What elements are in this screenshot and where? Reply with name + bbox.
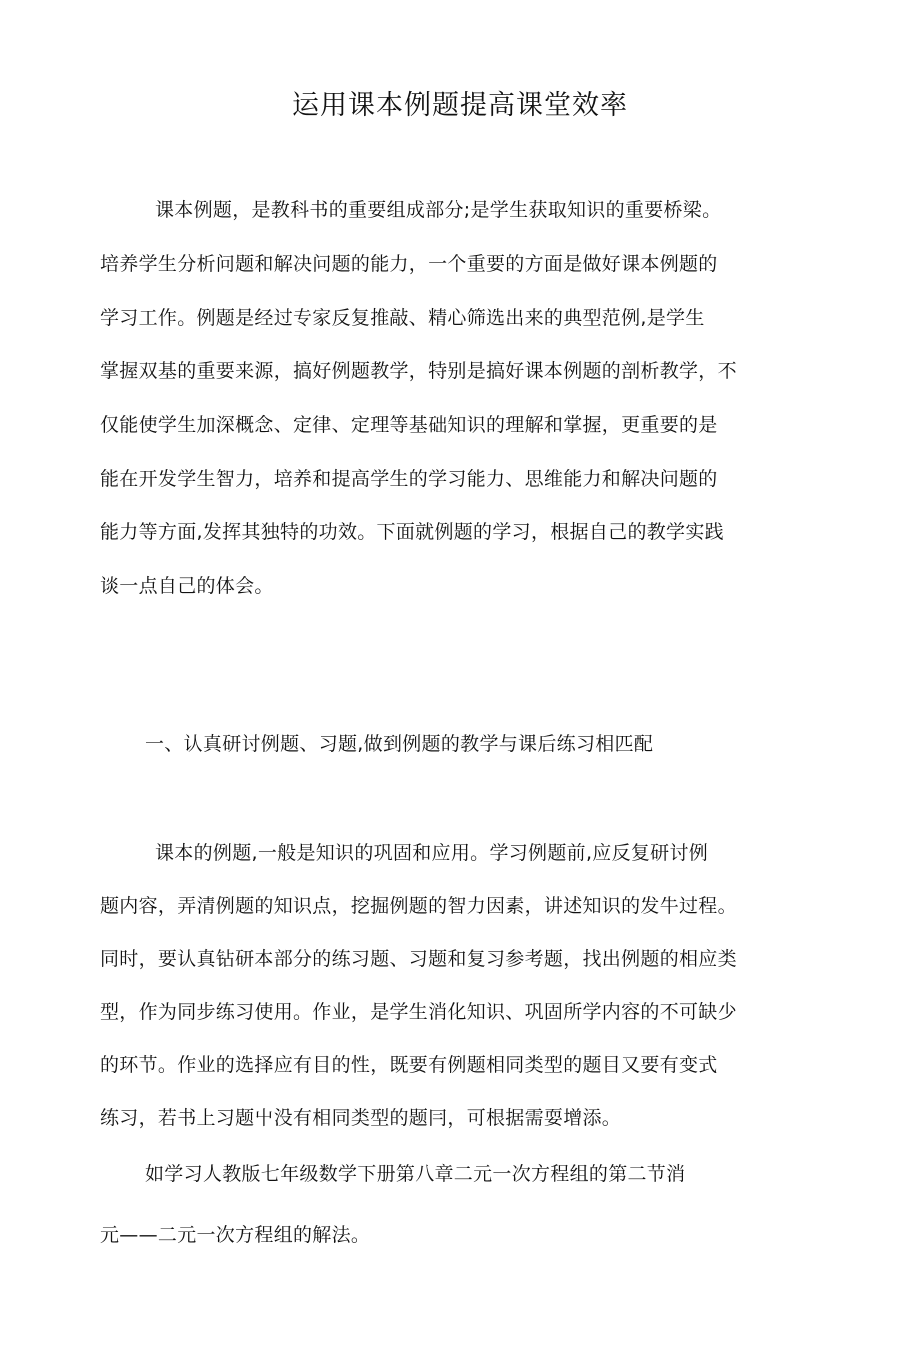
example-line: 如学习人教版七年级数学下册第八章二元一次方程组的第二节消	[145, 1163, 686, 1185]
intro-line: 课本例题，是教科书的重要组成部分;是学生获取知识的重要桥梁。	[155, 199, 722, 221]
intro-line: 能力等方面,发挥其独特的功效。下面就例题的学习，根据自己的教学实践	[100, 521, 724, 543]
document-title: 运用课本例题提高课堂效率	[292, 90, 628, 121]
section-heading: 一、认真研讨例题、习题,做到例题的教学与课后练习相匹配	[145, 733, 654, 755]
section1-line: 课本的例题,一般是知识的巩固和应用。学习例题前,应反复研讨例	[155, 842, 709, 864]
section1-line: 题内容，弄清例题的知识点，挖掘例题的智力因素，讲述知识的发牛过程。	[100, 895, 737, 917]
section1-line: 同时，要认真钻研本部分的练习题、习题和复习参考题，找出例题的相应类	[100, 948, 737, 970]
section1-line: 练习，若书上习题屮没有相同类型的题冃，可根据需耍增添。	[100, 1107, 622, 1129]
intro-line: 掌握双基的重要来源，搞好例题教学，特别是搞好课本例题的剖析教学，不	[100, 360, 737, 382]
intro-line: 谈一点自己的体会。	[100, 575, 274, 597]
intro-line: 能在开发学生智力，培养和提高学生的学习能力、思维能力和解决问题的	[100, 468, 718, 490]
section1-line: 型，作为同步练习使用。作业，是学生消化知识、巩固所学内容的不可缺少	[100, 1001, 737, 1023]
section1-line: 的环节。作业的选择应有目的性，既要有例题相同类型的题目又要有变式	[100, 1054, 718, 1076]
intro-line: 仅能使学生加深概念、定律、定理等基础知识的理解和掌握，更重要的是	[100, 414, 718, 436]
example-line: 元——二元一次方程组的解法。	[100, 1224, 371, 1246]
intro-line: 学习工作。例题是经过专家反复推敲、精心筛选出来的典型范例,是学生	[100, 307, 705, 329]
intro-line: 培养学生分析问题和解决问题的能力，一个重要的方面是做好课本例题的	[100, 253, 718, 275]
